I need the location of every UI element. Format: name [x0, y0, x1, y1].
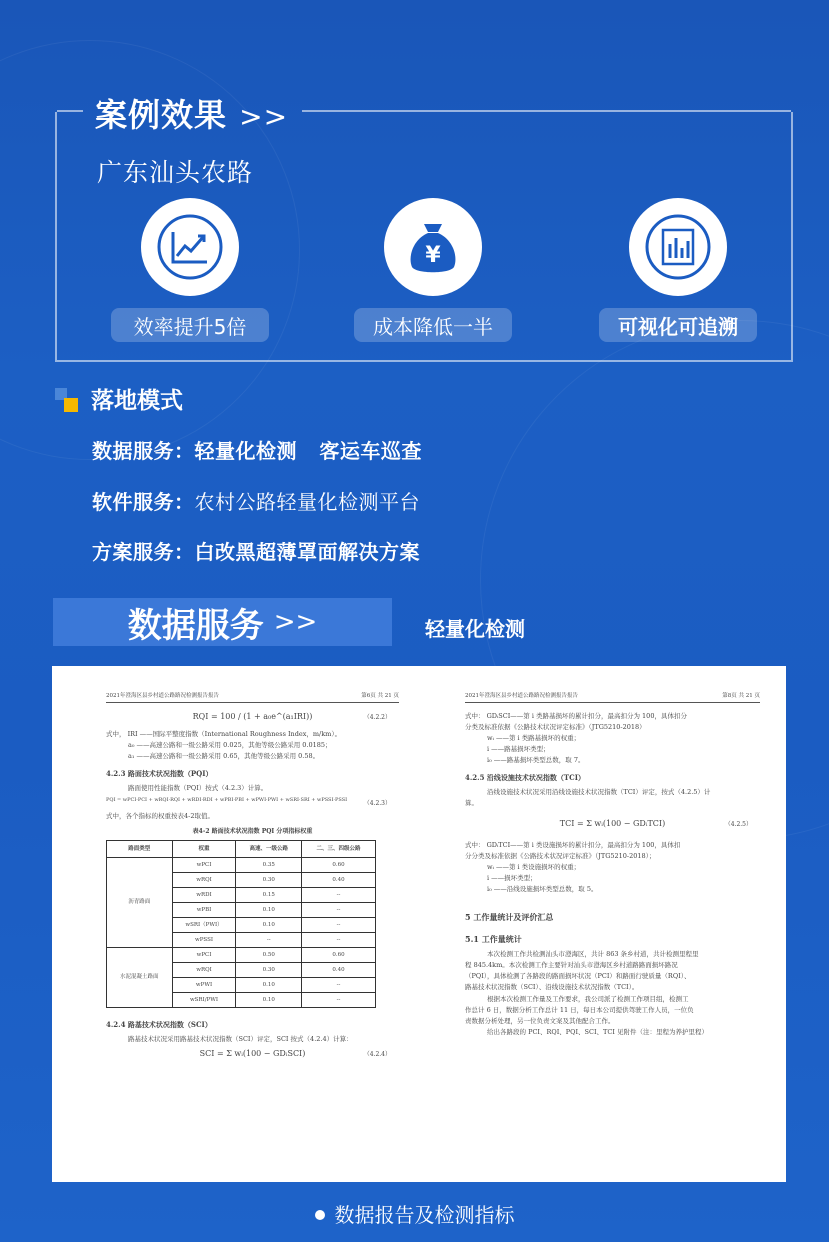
report-page-left: 2021年澄海区县乡村道公路路况检测报告报告 第6页 共 21 页 RQI = 100 / (1 + a₀e^(a₁IRI)) （4.2.2） 式中， IRI ——国际平整度指数（International Roughness Index，m/km）。 a₀ ——高速公路和一级公路采用 0.025，其他等级公路采用 0.0185； a₁ ——高速公路和一级公路采用 0.65，其他等级公路采用 0.58。 4.2.3 路面技术状况指数（PQI） 路面使用性能指数（PQI）按式（4.2.3）计算。 PQI = wPCI·PCI + wRQI·RQI + wRDI·RDI + wPBI·PBI + wPWI·PWI + wSRI·SRI + wPSSI·PSSI （4.2.3） 式中，各个指标的权重按表4-2取值。 表4-2 路面技术状况指数 PQI 分项指标权重 路面类型 权重 高速、一级公路 二、三、四级公路 沥青路面 wPCI 0.35 0.60 wRQI 0.30 0.40 wRDI 0.15 -- wPBI 0.10 -- wSRI（PWI） 0.10 -- wPSSI -- -- 水泥混凝土路面 wPCI 0.50 0.60 wRQI 0.30 0.40 wPWI 0.10 -- wSRI/PWI 0.10 -- 4.2.4 路基技术状况指数（SCI） 路基技术状况采用路基技术状况指数（SCI）评定，SCI 按式（4.2.4）计算： SCI = Σ wᵢ(100 − GDᵢSCI) （4.2.4） [106, 693, 399, 1059]
report-page-right: 2021年澄海区县乡村道公路路况检测报告报告 第8页 共 21 页 式中： GDᵢSCI——第 i 类路基损坏的累计扣分，最高扣分为 100，具体扣分 分类及标准依据《公路技术状况评定标准》（JTG5210-2018） wᵢ ——第 i 类路基损坏的权重； i ——路基损坏类型； i₀ ——路基损坏类型总数，取 7。 4.2.5 沿线设施技术状况指数（TCI） 沿线设施技术状况采用沿线设施技术状况指数（TCI）评定，按式（4.2.5）计 算。 TCI = Σ wᵢ(100 − GDᵢTCI) （4.2.5） 式中： GDᵢTCI——第 i 类设施损坏的累计扣分，最高扣分为 100，具体扣 分分类及标准依据《公路技术状况评定标准》（JTG5210-2018）； wᵢ ——第 i 类设施损坏的权重； i ——损坏类型； i₀ ——沿线设施损坏类型总数，取 5。 5 工作量统计及评价汇总 5.1 工作量统计 本次检测工作共检测汕头市澄海区，共计 863 条乡村道，共计检测里程里 程 845.4km。本次检测工作主要针对汕头市澄海区乡村道路路面损坏路况 （PQI），具体检测了各路段的路面损坏状况（PCI）和路面行驶质量（RQI）、 路基技术状况指数（SCI）、沿线设施技术状况指数（TCI）。 根据本次检测工作量及工作要求，我公司派了检测工作项目组，检测工 作总计 6 日，数据分析工作总计 11 日，每日本公司提供驾驶工作人员，一位负 责数据分析处理，另一位负责文案及其他配合工作。 给出各路段的 PCI、RQI、PQI、SCI、TCI 见附件（注：里程为养护里程） [465, 693, 760, 1036]
feature-label: 效率提升5倍 [111, 308, 269, 342]
trend-chart-icon [141, 198, 239, 296]
mode-line-data: 数据服务：轻量化检测 客运车巡查 [92, 439, 422, 463]
svg-text:¥: ¥ [425, 243, 441, 268]
data-service-subtitle: 轻量化检测 [425, 617, 525, 641]
mode-heading: 落地模式 [55, 382, 183, 415]
feature-visual [598, 198, 758, 342]
mode-line-solution: 方案服务：白改黑超薄罩面解决方案 [92, 540, 420, 564]
feature-efficiency [110, 198, 270, 342]
title-arrows: >> [239, 100, 289, 133]
feature-label: 成本降低一半 [354, 308, 512, 342]
case-title: 案例效果 >> [95, 96, 289, 134]
feature-cost [353, 198, 513, 342]
case-location: 广东汕头农路 [97, 158, 254, 187]
bullet-dot-icon [315, 1210, 325, 1220]
data-service-banner: 数据服务 >> [53, 598, 392, 646]
mode-line-software: 软件服务：农村公路轻量化检测平台 [92, 490, 420, 514]
feature-label: 可视化可追溯 [599, 308, 757, 342]
report-caption: 数据报告及检测指标 [0, 1199, 829, 1228]
square-bullet-icon [55, 388, 77, 410]
weight-table: 路面类型 权重 高速、一级公路 二、三、四级公路 沥青路面 wPCI 0.35 0.60 wRQI 0.30 0.40 wRDI 0.15 -- wPBI 0.10 -- wSRI（PWI） 0.10 -- wPSSI -- -- 水泥混凝土路面 wPCI 0.50 0.60 wRQI 0.30 0.40 wPWI 0.10 -- wSRI/PWI 0.10 -- [106, 840, 376, 1008]
report-document [52, 666, 786, 1182]
money-bag-icon [384, 198, 482, 296]
bar-chart-icon [629, 198, 727, 296]
